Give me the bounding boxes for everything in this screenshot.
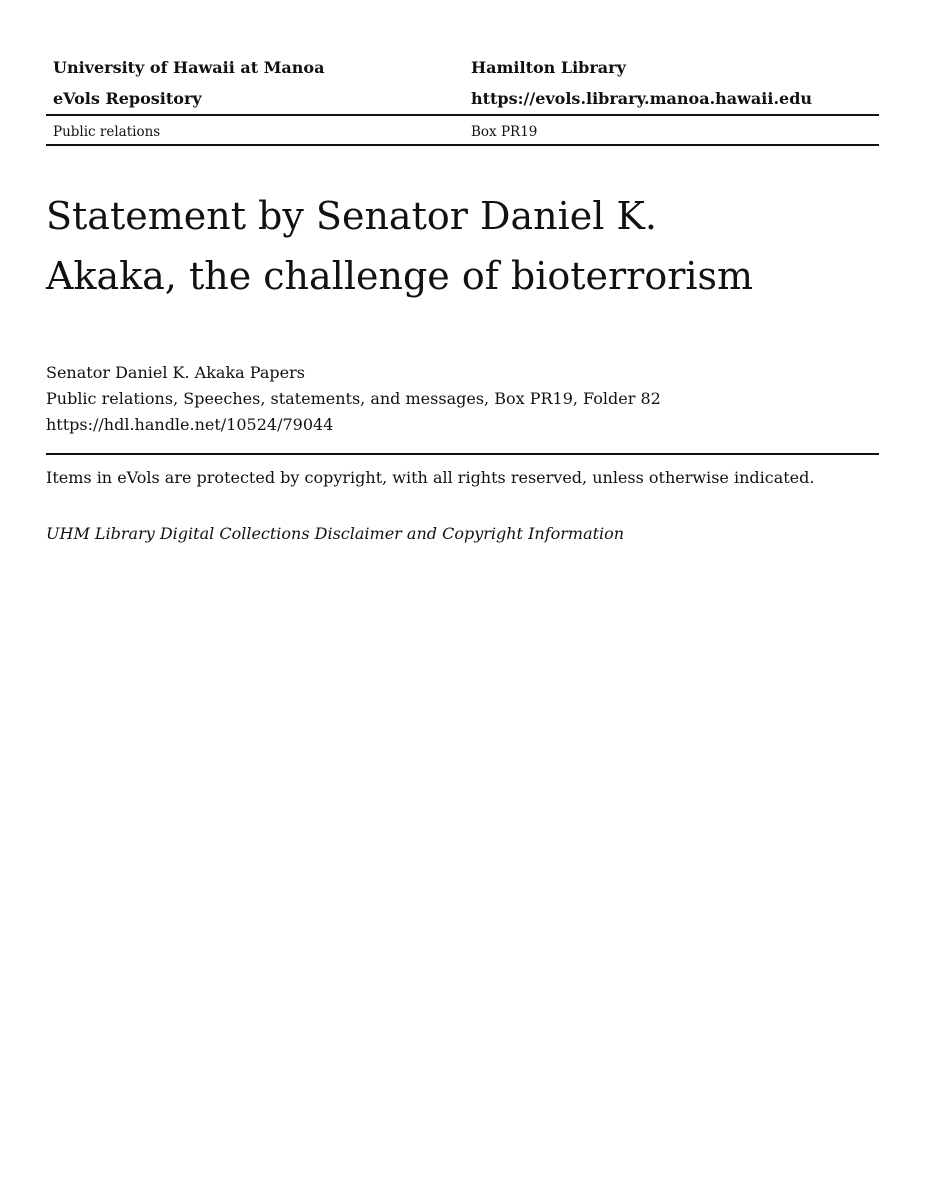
box-label: Box PR19 xyxy=(471,123,538,140)
repository-url[interactable]: https://evols.library.manoa.hawaii.edu xyxy=(471,89,813,108)
header-bottom-divider xyxy=(46,144,879,146)
document-title-line-1: Statement by Senator Daniel K. xyxy=(46,194,657,238)
repository-header xyxy=(46,52,879,146)
document-metadata xyxy=(46,360,879,438)
rights-statement: Items in eVols are protected by copyright, with all rights reserved, unless otherwise indicated. xyxy=(46,468,815,487)
handle-link[interactable]: https://hdl.handle.net/10524/79044 xyxy=(46,415,334,434)
library-name: Hamilton Library xyxy=(471,58,626,77)
metadata-divider xyxy=(46,453,879,455)
header-row-institution xyxy=(46,52,879,83)
document-title xyxy=(46,186,879,306)
header-row-repository xyxy=(46,83,879,114)
repository-name: eVols Repository xyxy=(53,89,202,108)
document-title-line-2: Akaka, the challenge of bioterrorism xyxy=(46,254,754,298)
institution-name: University of Hawaii at Manoa xyxy=(53,58,325,77)
disclaimer-link[interactable]: UHM Library Digital Collections Disclaimer and Copyright Information xyxy=(46,524,625,543)
folder-location: Public relations, Speeches, statements, and messages, Box PR19, Folder 82 xyxy=(46,389,661,408)
header-row-collection xyxy=(46,116,879,144)
collection-name: Public relations xyxy=(53,123,161,140)
papers-collection: Senator Daniel K. Akaka Papers xyxy=(46,363,305,382)
